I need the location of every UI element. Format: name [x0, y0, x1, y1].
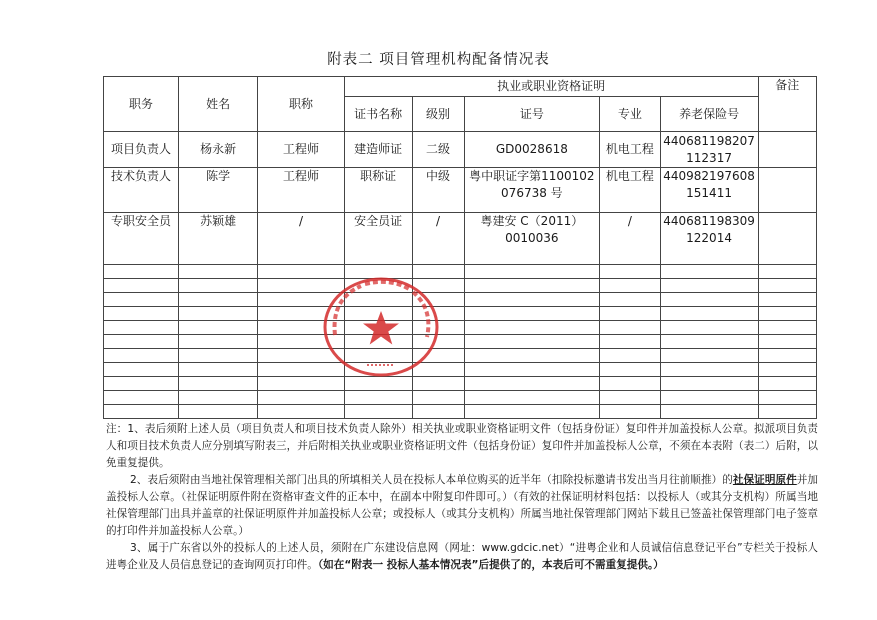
- empty-row: [104, 349, 817, 363]
- cell-cert-no: 粤中职证字第1100102076738 号: [464, 168, 600, 213]
- cell-major: 机电工程: [600, 168, 660, 213]
- cell-major: /: [600, 213, 660, 265]
- header-major: 专业: [600, 97, 660, 132]
- empty-row: [104, 391, 817, 405]
- empty-row: [104, 405, 817, 419]
- header-position: 职务: [104, 77, 179, 132]
- cell-name: 杨永新: [179, 132, 258, 168]
- table-row: [104, 168, 817, 213]
- cell-position: 专职安全员: [104, 213, 179, 265]
- cell-position: 项目负责人: [104, 132, 179, 168]
- cell-pension-no: 440982197608151411: [660, 168, 758, 213]
- notes-section: [106, 421, 818, 574]
- cell-pension-no: 440681198309122014: [660, 213, 758, 265]
- cell-remarks: [758, 132, 816, 168]
- header-cert-name: 证书名称: [344, 97, 412, 132]
- cell-name: 苏颖雄: [179, 213, 258, 265]
- cell-cert-no: GD0028618: [464, 132, 600, 168]
- header-remarks: 备注: [758, 77, 816, 132]
- cell-cert-name: 职称证: [344, 168, 412, 213]
- empty-row: [104, 307, 817, 321]
- empty-row: [104, 293, 817, 307]
- seal-star-icon: [363, 311, 399, 345]
- cell-level: /: [412, 213, 464, 265]
- cell-position: 技术负责人: [104, 168, 179, 213]
- empty-row: [104, 279, 817, 293]
- note-2: 2、表后须附由当地社保管理相关部门出具的所填相关人员在投标人本单位购买的近半年（扣除投标邀请书发出当月往前顺推）的社保证明原件并加盖投标人公章。（社保证明原件附在资格审查文件的正本中，在副本中附复印件即可。）（有效的社保证明材料包括：以投标人（或其分支机构）所属当地社保管理部门出具并盖章的社保证明原件并加盖投标人公章；或投标人（或其分支机构）所属当地社保管理部门网站下载且已签盖社保管理部门电子签章的打印件并加盖投标人公章。）: [106, 474, 819, 537]
- empty-row: [104, 377, 817, 391]
- header-title: 职称: [258, 77, 345, 132]
- cell-level: 中级: [412, 168, 464, 213]
- cell-major: 机电工程: [600, 132, 660, 168]
- empty-row: [104, 363, 817, 377]
- company-seal-stamp: [321, 275, 441, 380]
- cell-title: 工程师: [258, 168, 345, 213]
- cell-title: 工程师: [258, 132, 345, 168]
- note-3: 3、属于广东省以外的投标人的上述人员，须附在广东建设信息网（网址：www.gdcic.net）“进粤企业和人员诚信信息登记平台”专栏关于投标人进粤企业及人员信息登记的查询网页打印件。（如在“附表一 投标人基本情况表”后提供了的，本表后可不需重复提供。）: [106, 542, 818, 571]
- table-row: [104, 213, 817, 265]
- page-title: 附表二 项目管理机构配备情况表: [327, 52, 550, 68]
- note-1: 注：1、表后须附上述人员（项目负责人和项目技术负责人除外）相关执业或职业资格证明文件（包括身份证）复印件并加盖投标人公章。拟派项目负责人和项目技术负责人应分别填写附表三，并后附相关执业或职业资格证明文件（包括身份证）复印件并加盖投标人公章，不须在本表附（表二）后附，以免重复提供。: [106, 423, 818, 469]
- header-cert-no: 证号: [464, 97, 600, 132]
- header-cert-group: 执业或职业资格证明: [344, 77, 758, 97]
- cell-title: /: [258, 213, 345, 265]
- header-name: 姓名: [179, 77, 258, 132]
- cell-cert-no: 粤建安 C（2011）0010036: [464, 213, 600, 265]
- staffing-table: [103, 76, 817, 419]
- cell-cert-name: 建造师证: [344, 132, 412, 168]
- cell-remarks: [758, 213, 816, 265]
- header-pension-no: 养老保险号: [660, 97, 758, 132]
- cell-level: 二级: [412, 132, 464, 168]
- cell-cert-name: 安全员证: [344, 213, 412, 265]
- empty-row: [104, 265, 817, 279]
- table-row: [104, 132, 817, 168]
- cell-remarks: [758, 168, 816, 213]
- cell-name: 陈学: [179, 168, 258, 213]
- header-level: 级别: [412, 97, 464, 132]
- cell-pension-no: 440681198207112317: [660, 132, 758, 168]
- empty-row: [104, 335, 817, 349]
- empty-row: [104, 321, 817, 335]
